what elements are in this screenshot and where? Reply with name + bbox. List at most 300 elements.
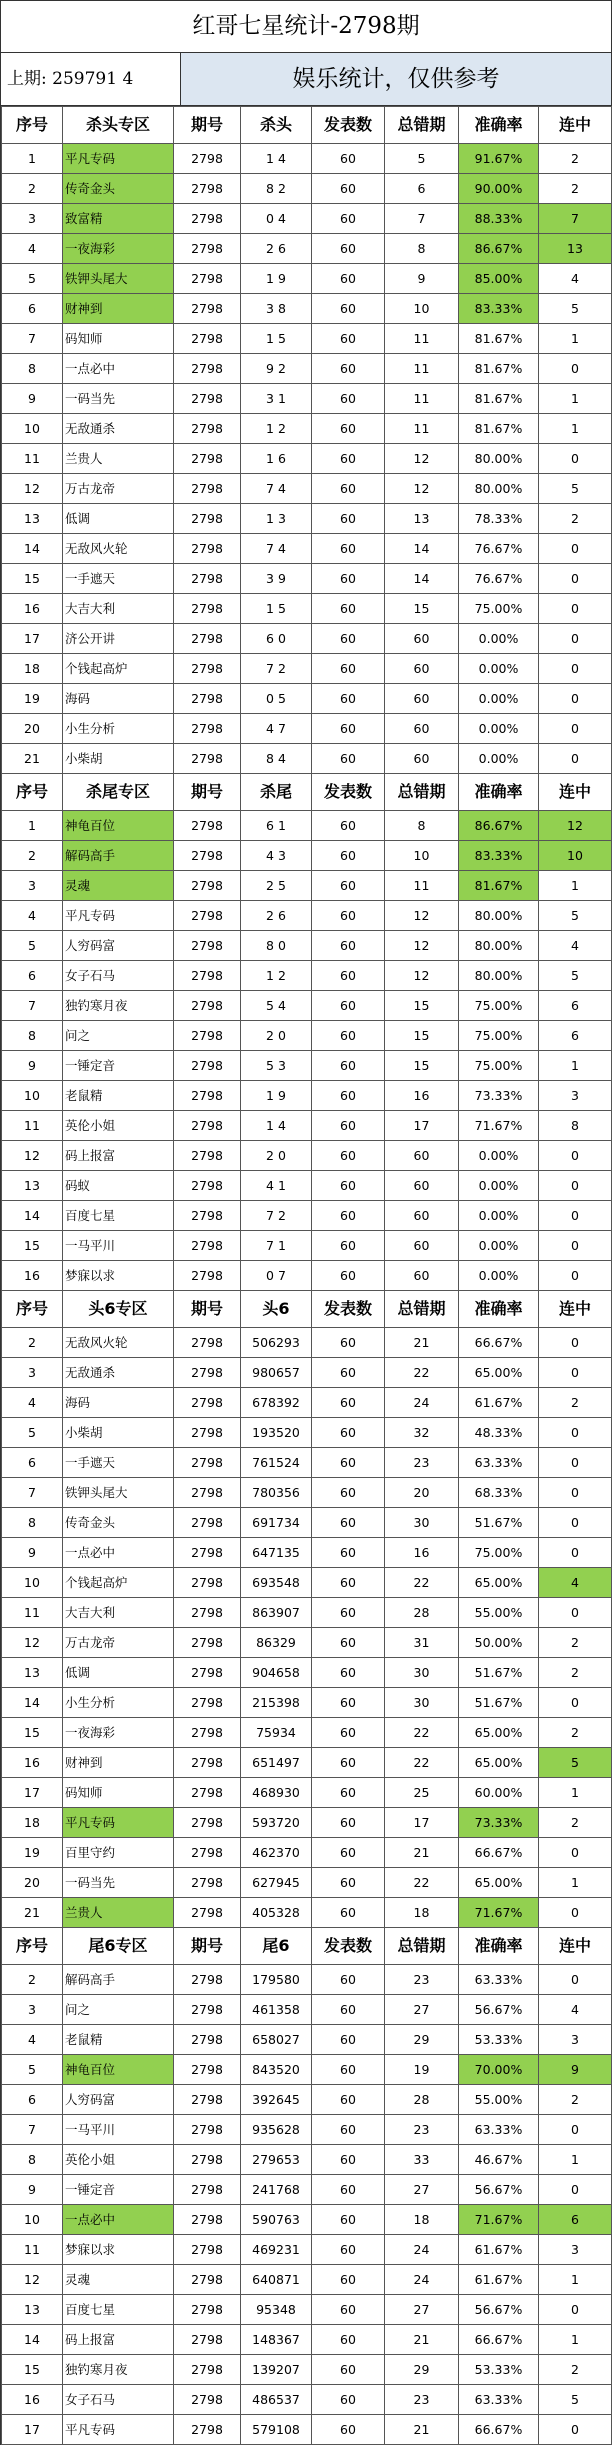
cell-rate: 66.67%	[459, 1328, 539, 1358]
cell-streak: 2	[539, 1808, 612, 1838]
cell-streak: 0	[539, 1838, 612, 1868]
cell-issue: 2798	[174, 1141, 241, 1171]
cell-count: 60	[312, 1568, 385, 1598]
cell-count: 60	[312, 2085, 385, 2115]
cell-name: 个钱起高炉	[63, 1568, 174, 1598]
cell-errors: 30	[385, 1688, 459, 1718]
cell-issue: 2798	[174, 2415, 241, 2445]
cell-issue: 2798	[174, 2175, 241, 2205]
cell-errors: 60	[385, 744, 459, 774]
cell-rate: 56.67%	[459, 2175, 539, 2205]
cell-name: 问之	[63, 1021, 174, 1051]
cell-issue: 2798	[174, 2295, 241, 2325]
cell-name: 百里守约	[63, 1838, 174, 1868]
cell-seq: 13	[2, 504, 63, 534]
cell-name: 无敌风火轮	[63, 1328, 174, 1358]
cell-name: 铁钾头尾大	[63, 264, 174, 294]
cell-streak: 0	[539, 564, 612, 594]
cell-seq: 17	[2, 1778, 63, 1808]
cell-rate: 53.33%	[459, 2025, 539, 2055]
cell-rate: 63.33%	[459, 1448, 539, 1478]
cell-issue: 2798	[174, 564, 241, 594]
table-row	[2, 1418, 612, 1448]
cell-errors: 60	[385, 624, 459, 654]
column-header: 序号	[2, 107, 63, 144]
cell-errors: 12	[385, 444, 459, 474]
cell-rate: 88.33%	[459, 204, 539, 234]
cell-name: 传奇金头	[63, 174, 174, 204]
cell-name: 一码当先	[63, 384, 174, 414]
cell-value: 0 5	[241, 684, 312, 714]
cell-issue: 2798	[174, 2235, 241, 2265]
cell-rate: 75.00%	[459, 1538, 539, 1568]
cell-issue: 2798	[174, 841, 241, 871]
cell-name: 人穷码富	[63, 2085, 174, 2115]
cell-name: 人穷码富	[63, 931, 174, 961]
cell-errors: 16	[385, 1081, 459, 1111]
cell-name: 一马平川	[63, 1231, 174, 1261]
cell-errors: 60	[385, 654, 459, 684]
table-row	[2, 594, 612, 624]
cell-rate: 70.00%	[459, 2055, 539, 2085]
cell-rate: 80.00%	[459, 444, 539, 474]
cell-streak: 7	[539, 204, 612, 234]
cell-issue: 2798	[174, 294, 241, 324]
cell-streak: 1	[539, 324, 612, 354]
cell-issue: 2798	[174, 1688, 241, 1718]
cell-errors: 21	[385, 2325, 459, 2355]
cell-seq: 9	[2, 1051, 63, 1081]
cell-errors: 11	[385, 414, 459, 444]
cell-rate: 0.00%	[459, 714, 539, 744]
cell-rate: 81.67%	[459, 871, 539, 901]
cell-count: 60	[312, 714, 385, 744]
cell-streak: 0	[539, 1965, 612, 1995]
cell-count: 60	[312, 1328, 385, 1358]
column-header: 期号	[174, 1291, 241, 1328]
cell-value: 7 4	[241, 474, 312, 504]
cell-streak: 2	[539, 504, 612, 534]
table-row	[2, 1171, 612, 1201]
cell-issue: 2798	[174, 871, 241, 901]
cell-seq: 4	[2, 1388, 63, 1418]
cell-seq: 3	[2, 1358, 63, 1388]
cell-name: 灵魂	[63, 871, 174, 901]
cell-errors: 7	[385, 204, 459, 234]
cell-seq: 15	[2, 2355, 63, 2385]
cell-name: 大吉大利	[63, 1598, 174, 1628]
cell-rate: 51.67%	[459, 1658, 539, 1688]
cell-count: 60	[312, 1598, 385, 1628]
table-row	[2, 2025, 612, 2055]
table-row	[2, 1111, 612, 1141]
cell-streak: 0	[539, 624, 612, 654]
cell-issue: 2798	[174, 1261, 241, 1291]
cell-value: 935628	[241, 2115, 312, 2145]
table-row	[2, 1508, 612, 1538]
cell-rate: 65.00%	[459, 1568, 539, 1598]
cell-count: 60	[312, 2025, 385, 2055]
cell-value: 904658	[241, 1658, 312, 1688]
column-header: 序号	[2, 1928, 63, 1965]
cell-rate: 65.00%	[459, 1718, 539, 1748]
cell-count: 60	[312, 384, 385, 414]
cell-rate: 0.00%	[459, 1201, 539, 1231]
cell-value: 2 5	[241, 871, 312, 901]
cell-count: 60	[312, 1778, 385, 1808]
cell-streak: 12	[539, 811, 612, 841]
cell-rate: 55.00%	[459, 2085, 539, 2115]
column-header: 头6专区	[63, 1291, 174, 1328]
cell-issue: 2798	[174, 1201, 241, 1231]
cell-seq: 5	[2, 931, 63, 961]
column-header: 连中	[539, 1928, 612, 1965]
cell-value: 75934	[241, 1718, 312, 1748]
cell-errors: 17	[385, 1111, 459, 1141]
cell-name: 一锤定音	[63, 1051, 174, 1081]
cell-value: 8 2	[241, 174, 312, 204]
cell-errors: 8	[385, 234, 459, 264]
cell-issue: 2798	[174, 2115, 241, 2145]
column-header: 准确率	[459, 1291, 539, 1328]
cell-streak: 3	[539, 2025, 612, 2055]
cell-streak: 0	[539, 1598, 612, 1628]
table-row	[2, 1261, 612, 1291]
cell-count: 60	[312, 144, 385, 174]
cell-value: 4 3	[241, 841, 312, 871]
cell-issue: 2798	[174, 474, 241, 504]
cell-streak: 5	[539, 961, 612, 991]
cell-seq: 16	[2, 1748, 63, 1778]
cell-value: 593720	[241, 1808, 312, 1838]
cell-value: 7 2	[241, 1201, 312, 1231]
cell-rate: 66.67%	[459, 1838, 539, 1868]
cell-count: 60	[312, 324, 385, 354]
table-row	[2, 1231, 612, 1261]
cell-value: 392645	[241, 2085, 312, 2115]
cell-value: 7 2	[241, 654, 312, 684]
cell-issue: 2798	[174, 1538, 241, 1568]
cell-value: 647135	[241, 1538, 312, 1568]
cell-seq: 11	[2, 444, 63, 474]
table-row	[2, 294, 612, 324]
cell-value: 651497	[241, 1748, 312, 1778]
section-header-head6	[2, 1291, 612, 1328]
cell-streak: 5	[539, 1748, 612, 1778]
table-row	[2, 931, 612, 961]
cell-errors: 33	[385, 2145, 459, 2175]
cell-value: 7 4	[241, 534, 312, 564]
cell-errors: 22	[385, 1358, 459, 1388]
cell-seq: 11	[2, 1111, 63, 1141]
cell-value: 468930	[241, 1778, 312, 1808]
cell-name: 码知师	[63, 1778, 174, 1808]
cell-streak: 0	[539, 2415, 612, 2445]
cell-count: 60	[312, 294, 385, 324]
cell-streak: 2	[539, 1628, 612, 1658]
cell-streak: 0	[539, 714, 612, 744]
cell-rate: 51.67%	[459, 1508, 539, 1538]
cell-errors: 8	[385, 811, 459, 841]
column-header: 连中	[539, 1291, 612, 1328]
cell-count: 60	[312, 1021, 385, 1051]
cell-streak: 0	[539, 1478, 612, 1508]
cell-rate: 73.33%	[459, 1081, 539, 1111]
cell-value: 0 7	[241, 1261, 312, 1291]
cell-value: 95348	[241, 2295, 312, 2325]
cell-issue: 2798	[174, 2025, 241, 2055]
cell-value: 691734	[241, 1508, 312, 1538]
cell-streak: 0	[539, 1448, 612, 1478]
table-row	[2, 1388, 612, 1418]
cell-seq: 5	[2, 1418, 63, 1448]
cell-streak: 1	[539, 414, 612, 444]
cell-rate: 76.67%	[459, 534, 539, 564]
cell-streak: 4	[539, 264, 612, 294]
cell-count: 60	[312, 174, 385, 204]
cell-rate: 71.67%	[459, 1898, 539, 1928]
cell-issue: 2798	[174, 1021, 241, 1051]
cell-count: 60	[312, 1478, 385, 1508]
cell-errors: 21	[385, 2415, 459, 2445]
cell-value: 693548	[241, 1568, 312, 1598]
cell-value: 8 4	[241, 744, 312, 774]
cell-rate: 81.67%	[459, 414, 539, 444]
cell-name: 一马平川	[63, 2115, 174, 2145]
cell-issue: 2798	[174, 1231, 241, 1261]
cell-streak: 2	[539, 1658, 612, 1688]
cell-value: 843520	[241, 2055, 312, 2085]
cell-seq: 5	[2, 264, 63, 294]
cell-streak: 2	[539, 2085, 612, 2115]
cell-rate: 71.67%	[459, 1111, 539, 1141]
cell-errors: 30	[385, 1658, 459, 1688]
cell-rate: 75.00%	[459, 1051, 539, 1081]
cell-rate: 85.00%	[459, 264, 539, 294]
cell-streak: 0	[539, 594, 612, 624]
cell-name: 老鼠精	[63, 2025, 174, 2055]
cell-rate: 53.33%	[459, 2355, 539, 2385]
cell-issue: 2798	[174, 1658, 241, 1688]
cell-rate: 68.33%	[459, 1478, 539, 1508]
cell-streak: 3	[539, 2235, 612, 2265]
table-row	[2, 1808, 612, 1838]
cell-issue: 2798	[174, 354, 241, 384]
cell-value: 6 1	[241, 811, 312, 841]
column-header: 期号	[174, 774, 241, 811]
cell-value: 3 9	[241, 564, 312, 594]
column-header: 总错期	[385, 774, 459, 811]
cell-seq: 8	[2, 2145, 63, 2175]
table-row	[2, 2235, 612, 2265]
cell-value: 1 9	[241, 264, 312, 294]
cell-value: 627945	[241, 1868, 312, 1898]
table-row	[2, 2205, 612, 2235]
cell-streak: 4	[539, 1995, 612, 2025]
cell-issue: 2798	[174, 2265, 241, 2295]
cell-value: 2 6	[241, 234, 312, 264]
table-row	[2, 841, 612, 871]
cell-seq: 7	[2, 991, 63, 1021]
cell-seq: 9	[2, 384, 63, 414]
cell-errors: 27	[385, 2295, 459, 2325]
cell-errors: 24	[385, 2235, 459, 2265]
cell-issue: 2798	[174, 534, 241, 564]
cell-seq: 11	[2, 2235, 63, 2265]
cell-count: 60	[312, 1388, 385, 1418]
cell-rate: 75.00%	[459, 594, 539, 624]
cell-count: 60	[312, 1688, 385, 1718]
cell-errors: 12	[385, 474, 459, 504]
column-header: 准确率	[459, 774, 539, 811]
cell-seq: 15	[2, 1718, 63, 1748]
cell-name: 无敌风火轮	[63, 534, 174, 564]
cell-rate: 80.00%	[459, 474, 539, 504]
cell-streak: 1	[539, 1868, 612, 1898]
cell-streak: 0	[539, 1231, 612, 1261]
cell-rate: 51.67%	[459, 1688, 539, 1718]
cell-rate: 61.67%	[459, 2235, 539, 2265]
cell-value: 3 1	[241, 384, 312, 414]
table-row	[2, 1051, 612, 1081]
cell-count: 60	[312, 2385, 385, 2415]
cell-errors: 22	[385, 1718, 459, 1748]
cell-value: 1 4	[241, 144, 312, 174]
cell-value: 215398	[241, 1688, 312, 1718]
previous-draw	[1, 53, 181, 105]
cell-name: 百度七星	[63, 2295, 174, 2325]
table-row	[2, 2055, 612, 2085]
cell-rate: 83.33%	[459, 841, 539, 871]
cell-seq: 8	[2, 1021, 63, 1051]
cell-count: 60	[312, 1261, 385, 1291]
cell-streak: 1	[539, 2325, 612, 2355]
cell-errors: 13	[385, 504, 459, 534]
table-row	[2, 564, 612, 594]
table-row	[2, 534, 612, 564]
cell-streak: 0	[539, 684, 612, 714]
table-row	[2, 1568, 612, 1598]
cell-errors: 29	[385, 2355, 459, 2385]
cell-value: 780356	[241, 1478, 312, 1508]
cell-seq: 16	[2, 2385, 63, 2415]
cell-seq: 17	[2, 624, 63, 654]
column-header: 发表数	[312, 774, 385, 811]
cell-streak: 0	[539, 654, 612, 684]
cell-count: 60	[312, 841, 385, 871]
cell-seq: 6	[2, 294, 63, 324]
cell-count: 60	[312, 414, 385, 444]
cell-value: 1 6	[241, 444, 312, 474]
cell-seq: 13	[2, 2295, 63, 2325]
cell-value: 469231	[241, 2235, 312, 2265]
cell-seq: 17	[2, 2415, 63, 2445]
cell-name: 万古龙帝	[63, 1628, 174, 1658]
cell-seq: 4	[2, 234, 63, 264]
table-row	[2, 961, 612, 991]
cell-errors: 23	[385, 2385, 459, 2415]
cell-errors: 30	[385, 1508, 459, 1538]
cell-value: 1 3	[241, 504, 312, 534]
cell-issue: 2798	[174, 1418, 241, 1448]
cell-errors: 60	[385, 1231, 459, 1261]
cell-seq: 14	[2, 1688, 63, 1718]
cell-errors: 6	[385, 174, 459, 204]
cell-issue: 2798	[174, 684, 241, 714]
cell-seq: 2	[2, 174, 63, 204]
cell-errors: 24	[385, 1388, 459, 1418]
cell-seq: 10	[2, 414, 63, 444]
table-row	[2, 1478, 612, 1508]
cell-count: 60	[312, 2325, 385, 2355]
cell-name: 英伦小姐	[63, 1111, 174, 1141]
table-row	[2, 444, 612, 474]
table-row	[2, 1328, 612, 1358]
column-header: 总错期	[385, 1291, 459, 1328]
cell-issue: 2798	[174, 1478, 241, 1508]
cell-issue: 2798	[174, 504, 241, 534]
cell-seq: 16	[2, 1261, 63, 1291]
cell-value: 1 4	[241, 1111, 312, 1141]
cell-value: 405328	[241, 1898, 312, 1928]
cell-issue: 2798	[174, 624, 241, 654]
cell-issue: 2798	[174, 931, 241, 961]
cell-seq: 13	[2, 1658, 63, 1688]
column-header: 总错期	[385, 1928, 459, 1965]
cell-errors: 22	[385, 1748, 459, 1778]
cell-seq: 13	[2, 1171, 63, 1201]
cell-errors: 10	[385, 841, 459, 871]
cell-errors: 29	[385, 2025, 459, 2055]
cell-rate: 0.00%	[459, 1141, 539, 1171]
cell-seq: 18	[2, 1808, 63, 1838]
cell-name: 梦寐以求	[63, 2235, 174, 2265]
table-row	[2, 1748, 612, 1778]
cell-name: 平凡专码	[63, 2415, 174, 2445]
cell-seq: 5	[2, 2055, 63, 2085]
cell-count: 60	[312, 2235, 385, 2265]
cell-name: 小柴胡	[63, 1418, 174, 1448]
table-row	[2, 1688, 612, 1718]
cell-streak: 5	[539, 2385, 612, 2415]
cell-errors: 12	[385, 901, 459, 931]
cell-errors: 60	[385, 1141, 459, 1171]
cell-issue: 2798	[174, 444, 241, 474]
cell-name: 码上报富	[63, 2325, 174, 2355]
table-row	[2, 1718, 612, 1748]
cell-count: 60	[312, 2205, 385, 2235]
cell-name: 一点必中	[63, 1538, 174, 1568]
cell-count: 60	[312, 991, 385, 1021]
cell-errors: 28	[385, 2085, 459, 2115]
cell-count: 60	[312, 1358, 385, 1388]
cell-rate: 61.67%	[459, 2265, 539, 2295]
cell-streak: 0	[539, 1508, 612, 1538]
cell-issue: 2798	[174, 2385, 241, 2415]
cell-errors: 10	[385, 294, 459, 324]
cell-rate: 0.00%	[459, 624, 539, 654]
cell-value: 658027	[241, 2025, 312, 2055]
cell-value: 148367	[241, 2325, 312, 2355]
cell-count: 60	[312, 684, 385, 714]
cell-value: 461358	[241, 1995, 312, 2025]
cell-errors: 11	[385, 871, 459, 901]
cell-value: 761524	[241, 1448, 312, 1478]
cell-name: 财神到	[63, 1748, 174, 1778]
cell-name: 独钓寒月夜	[63, 991, 174, 1021]
cell-seq: 21	[2, 744, 63, 774]
cell-count: 60	[312, 1658, 385, 1688]
